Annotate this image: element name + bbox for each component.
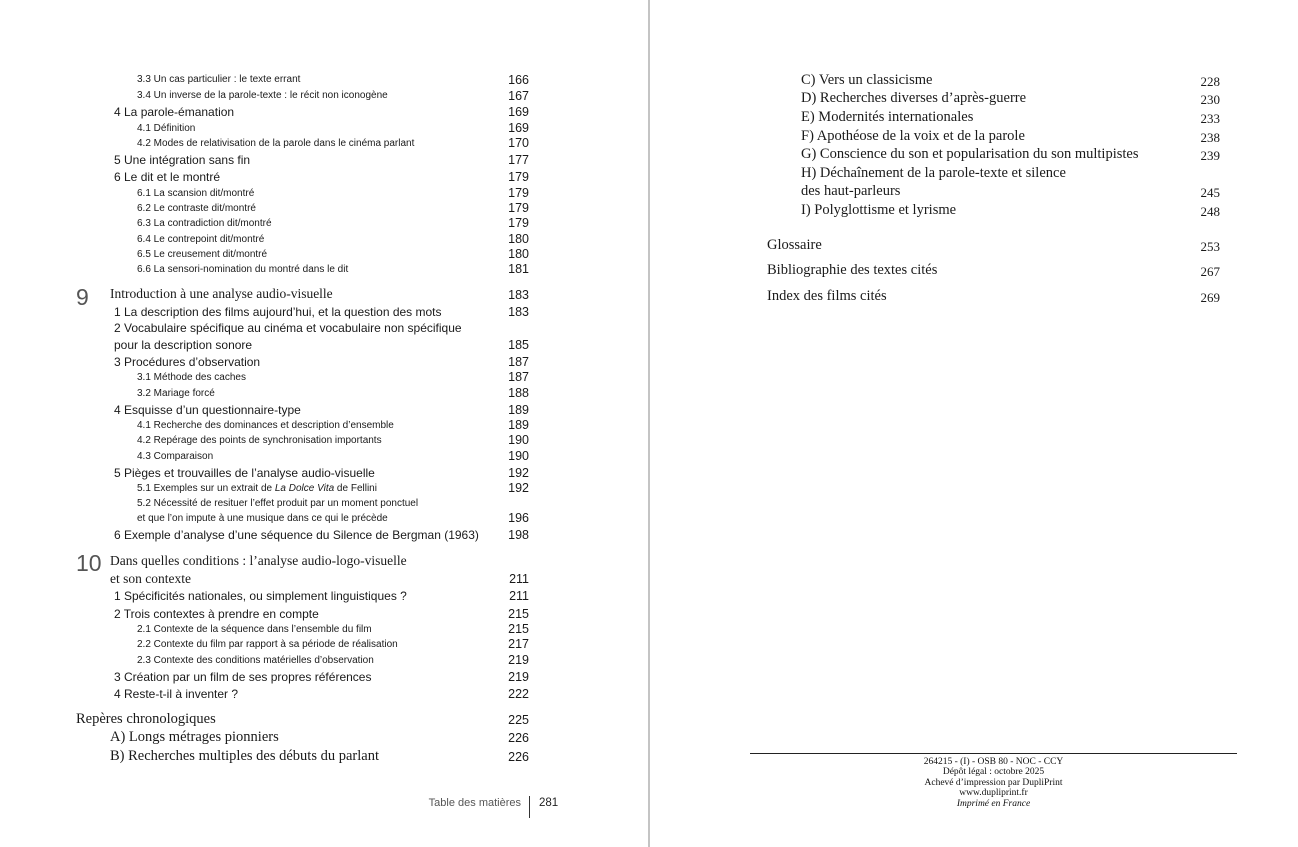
toc-page-6-6: 181 <box>508 262 529 276</box>
toc-entry-4-1: 4.1 Définition <box>137 123 196 134</box>
toc-page-reperes-e: 233 <box>1200 111 1220 126</box>
toc-entry-10-2: 2 Trois contextes à prendre en compte <box>114 607 319 621</box>
toc-entry-9-4: 4 Esquisse d’un questionnaire-type <box>114 403 301 417</box>
toc-entry-9-5-2-line1: 5.2 Nécessité de resituer l’effet produit par un moment ponctuel <box>137 498 419 509</box>
toc-entry-9-3-1: 3.1 Méthode des caches <box>137 372 246 383</box>
toc-page-9-1: 183 <box>508 305 529 319</box>
toc-page-reperes-a: 226 <box>508 731 529 745</box>
toc-page-9-5-1: 192 <box>508 481 529 495</box>
toc-page-reperes-b: 226 <box>508 750 529 764</box>
toc-page-3-4: 167 <box>508 89 529 103</box>
toc-page-9-4-3: 190 <box>508 449 529 463</box>
toc-entry-5: 5 Une intégration sans fin <box>114 153 251 167</box>
toc-entry-6-3: 6.3 La contradiction dit/montré <box>137 218 272 229</box>
toc-page-10-2: 215 <box>508 607 529 621</box>
toc-entry-9-5: 5 Pièges et trouvailles de l’analyse audio-visuelle <box>114 466 375 480</box>
toc-page-reperes: 225 <box>508 713 529 727</box>
toc-entry-4-2: 4.2 Modes de relativisation de la parole dans le cinéma parlant <box>137 138 415 149</box>
toc-page-reperes-g: 239 <box>1200 148 1220 163</box>
toc-entry-4: 4 La parole-émanation <box>114 105 235 119</box>
toc-page-3-3: 166 <box>508 73 529 87</box>
toc-page-bibliographie: 267 <box>1200 264 1220 279</box>
toc-page-glossaire: 253 <box>1200 239 1220 254</box>
toc-entry-reperes-a: A) Longs métrages pionniers <box>110 729 279 745</box>
chapter-title-9: Introduction à une analyse audio-visuelle <box>110 286 333 301</box>
toc-page-9-5-2: 196 <box>508 511 529 525</box>
toc-page-10-4: 222 <box>508 687 529 701</box>
toc-page-reperes-i: 248 <box>1200 204 1220 219</box>
toc-section-bibliographie: Bibliographie des textes cités <box>767 262 938 278</box>
toc-page-6-2: 179 <box>508 201 529 215</box>
toc-page-6-3: 179 <box>508 216 529 230</box>
toc-page-9-4-1: 189 <box>508 418 529 432</box>
colophon-website: www.dupliprint.fr <box>959 788 1028 799</box>
running-footer-title: Table des matières <box>428 797 521 809</box>
toc-page-10-2-3: 219 <box>508 653 529 667</box>
toc-entry-9-1: 1 La description des films aujourd’hui, et la question des mots <box>114 305 442 319</box>
toc-entry-reperes-i: I) Polyglottisme et lyrisme <box>801 202 957 218</box>
toc-entry-9-3: 3 Procédures d’observation <box>114 355 261 369</box>
toc-page-9-3: 187 <box>508 355 529 369</box>
toc-entry-6: 6 Le dit et le montré <box>114 170 221 184</box>
colophon <box>750 757 1237 809</box>
toc-page-reperes-h: 245 <box>1200 185 1220 200</box>
toc-entry-3-3: 3.3 Un cas particulier : le texte errant <box>137 74 301 85</box>
toc-page-index: 269 <box>1200 290 1220 305</box>
toc-entry-6-5: 6.5 Le creusement dit/montré <box>137 249 268 260</box>
toc-entry-9-5-1 <box>137 483 377 494</box>
footer-separator <box>529 796 530 818</box>
toc-entry-6-4: 6.4 Le contrepoint dit/montré <box>137 234 265 245</box>
toc-entry-9-5-1-after: de Fellini <box>334 483 377 494</box>
toc-entry-9-6: 6 Exemple d’analyse d’une séquence du Silence de Bergman (1963) <box>114 528 479 542</box>
toc-page-reperes-f: 238 <box>1200 130 1220 145</box>
toc-page-reperes-d: 230 <box>1200 92 1220 107</box>
toc-page-10-1: 211 <box>509 589 529 603</box>
chapter-number-10: 10 <box>76 550 102 576</box>
toc-page-9-2: 185 <box>508 338 529 352</box>
colophon-printer: Achevé d’impression par DupliPrint <box>924 777 1063 788</box>
toc-entry-3-4: 3.4 Un inverse de la parole-texte : le récit non iconogène <box>137 90 388 101</box>
toc-page-5: 177 <box>508 153 529 167</box>
chapter-title-10-line2: et son contexte <box>110 571 191 586</box>
film-title-la-dolce-vita: La Dolce Vita <box>274 483 335 494</box>
colophon-print-code: 264215 - (I) - OSB 80 - NOC - CCY <box>923 757 1064 767</box>
toc-entry-6-2: 6.2 Le contraste dit/montré <box>137 203 256 214</box>
toc-entry-10-1: 1 Spécificités nationales, ou simplement linguistiques ? <box>114 589 407 603</box>
toc-entry-9-4-3: 4.3 Comparaison <box>137 451 214 462</box>
toc-entry-9-4-2: 4.2 Repérage des points de synchronisation importants <box>137 435 382 446</box>
toc-page-4-1: 169 <box>508 121 529 135</box>
toc-page-10-3: 219 <box>508 670 529 684</box>
toc-page-6-4: 180 <box>508 232 529 246</box>
toc-entry-9-2-line1: 2 Vocabulaire spécifique au cinéma et vocabulaire non spécifique <box>114 321 462 335</box>
toc-entry-9-3-2: 3.2 Mariage forcé <box>137 388 215 399</box>
toc-page-9-6: 198 <box>508 528 529 542</box>
toc-section-index: Index des films cités <box>767 288 887 304</box>
toc-page-9-4: 189 <box>508 403 529 417</box>
toc-page-4-2: 170 <box>508 136 529 150</box>
chapter-number-9: 9 <box>76 284 89 310</box>
toc-entry-9-4-1: 4.1 Recherche des dominances et description d’ensemble <box>137 420 394 431</box>
toc-entry-6-6: 6.6 La sensori-nomination du montré dans le dit <box>137 264 349 275</box>
chapter-page-9: 183 <box>508 288 529 302</box>
colophon-legal-deposit: Dépôt légal : octobre 2025 <box>942 767 1045 778</box>
toc-entry-9-2-line2: pour la description sonore <box>114 338 253 352</box>
toc-entry-reperes-h-line1: H) Déchaînement de la parole-texte et silence <box>801 165 1066 181</box>
toc-page-4: 169 <box>508 105 529 119</box>
toc-page-10-2-2: 217 <box>508 637 529 651</box>
toc-entry-9-5-1-before: 5.1 Exemples sur un extrait de <box>137 483 275 494</box>
toc-entry-10-3: 3 Création par un film de ses propres références <box>114 670 372 684</box>
toc-entry-9-5-2-line2: et que l’on impute à une musique dans ce qui le précède <box>137 513 388 524</box>
toc-page-10-2-1: 215 <box>508 622 529 636</box>
toc-entry-reperes-h-line2: des haut-parleurs <box>801 183 901 199</box>
chapter-title-10-line1: Dans quelles conditions : l’analyse audio-logo-visuelle <box>110 553 407 568</box>
toc-page-9-3-1: 187 <box>508 370 529 384</box>
toc-entry-10-2-3: 2.3 Contexte des conditions matérielles d’observation <box>137 655 374 666</box>
toc-page-6: 179 <box>508 170 529 184</box>
toc-section-glossaire: Glossaire <box>767 237 822 253</box>
toc-entry-10-4: 4 Reste-t-il à inventer ? <box>114 687 239 701</box>
toc-page-9-4-2: 190 <box>508 433 529 447</box>
colophon-rule <box>750 753 1237 754</box>
page-number: 281 <box>539 797 559 809</box>
toc-entry-reperes-e: E) Modernités internationales <box>801 109 974 125</box>
chapter-page-10: 211 <box>509 572 529 586</box>
toc-entry-reperes-f: F) Apothéose de la voix et de la parole <box>801 128 1025 144</box>
toc-page-9-5: 192 <box>508 466 529 480</box>
colophon-printed-in: Imprimé en France <box>956 798 1031 809</box>
toc-page-9-3-2: 188 <box>508 386 529 400</box>
toc-entry-reperes-b: B) Recherches multiples des débuts du parlant <box>110 748 379 764</box>
toc-section-reperes: Repères chronologiques <box>76 711 216 727</box>
toc-entry-reperes-d: D) Recherches diverses d’après-guerre <box>801 90 1027 106</box>
toc-page-6-1: 179 <box>508 186 529 200</box>
toc-entry-reperes-g: G) Conscience du son et popularisation du son multipistes <box>801 146 1139 162</box>
toc-entry-10-2-1: 2.1 Contexte de la séquence dans l’ensemble du film <box>137 624 372 635</box>
toc-entry-10-2-2: 2.2 Contexte du film par rapport à sa période de réalisation <box>137 639 398 650</box>
toc-page-6-5: 180 <box>508 247 529 261</box>
toc-entry-6-1: 6.1 La scansion dit/montré <box>137 188 255 199</box>
toc-entry-reperes-c: C) Vers un classicisme <box>801 72 933 88</box>
toc-page-reperes-c: 228 <box>1200 74 1220 89</box>
